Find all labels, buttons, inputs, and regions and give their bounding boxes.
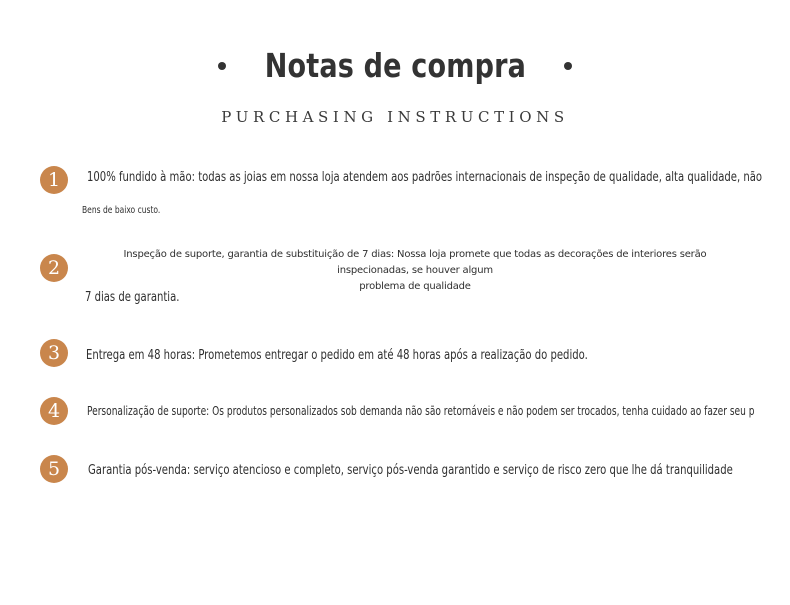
item-1-text: 100% fundido à mão: todas as joias em nossa loja atendem aos padrões internacionais de inspeção de qualidade, alta qualidade, não xyxy=(87,170,763,185)
item-2-text xyxy=(95,247,735,295)
item-5-text: Garantia pós-venda: serviço atencioso e completo, serviço pós-venda garantido e serviço de risco zero que lhe dá tranquilidade xyxy=(88,463,733,478)
item-4-text: Personalização de suporte: Os produtos personalizados sob demanda não são retornáveis ​​e não podem ser trocados, tenha cuidado ao fazer seu p xyxy=(87,404,755,418)
item-2-text-continued: 7 dias de garantia. xyxy=(85,290,180,305)
bullet-dot-icon xyxy=(218,62,226,70)
item-number-badge: 3 xyxy=(40,339,68,367)
page-title: Notas de compra xyxy=(264,46,526,85)
page-subtitle: PURCHASING INSTRUCTIONS xyxy=(221,108,569,126)
item-number-badge: 4 xyxy=(40,397,68,425)
item-2-text-line: Inspeção de suporte, garantia de substituição de 7 dias: Nossa loja promete que todas as decorações de interiores serão inspecionadas, se houver algum xyxy=(123,249,707,276)
item-number-badge: 2 xyxy=(40,254,68,282)
item-number-badge: 1 xyxy=(40,166,68,194)
bullet-dot-icon xyxy=(564,62,572,70)
item-3-text: Entrega em 48 horas: Prometemos entregar o pedido em até 48 horas após a realização do pedido. xyxy=(86,348,588,363)
item-2-text-line: problema de qualidade xyxy=(359,281,471,292)
title-area xyxy=(0,46,790,85)
item-1-text-continued: Bens de baixo custo. xyxy=(82,205,161,216)
item-number-badge: 5 xyxy=(40,455,68,483)
